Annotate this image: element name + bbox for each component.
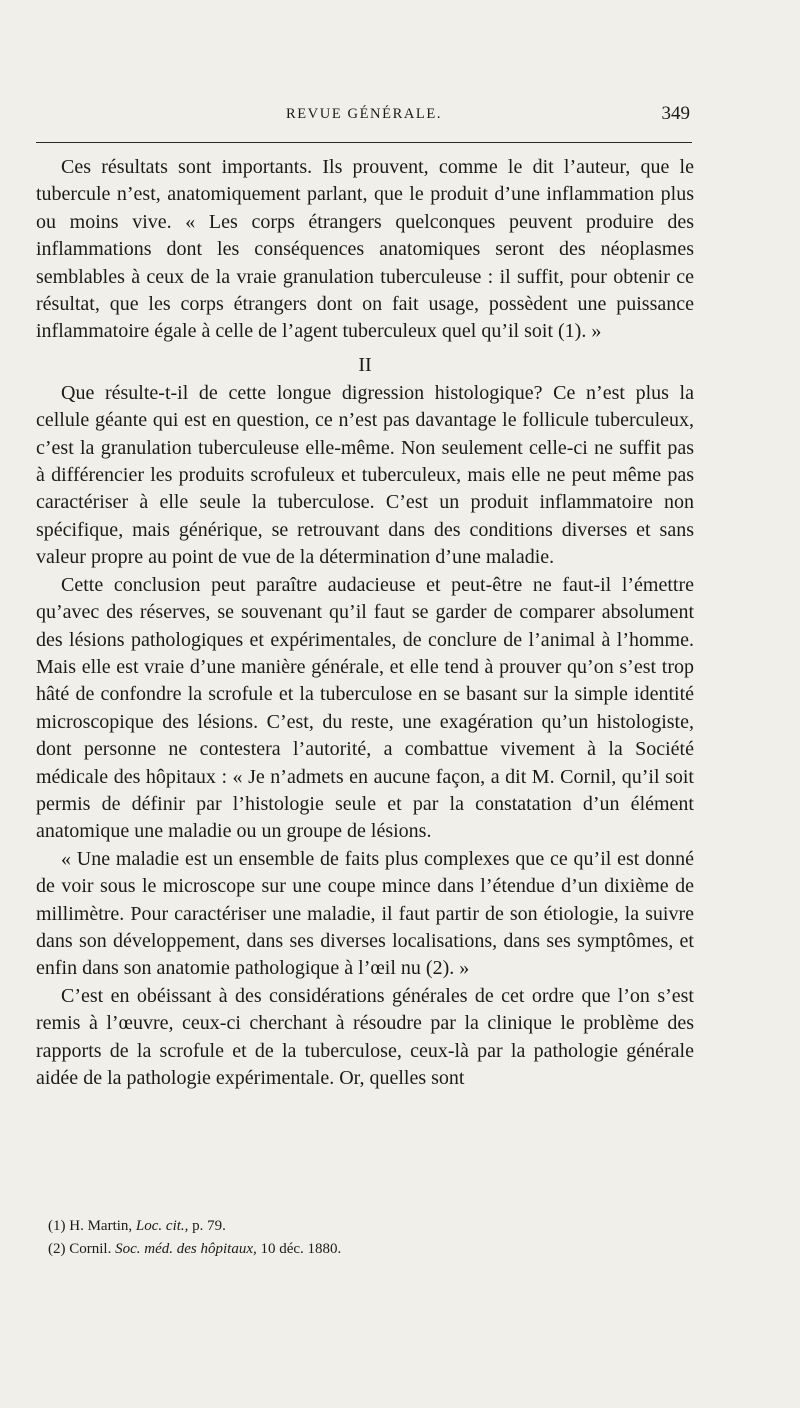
footnote-reference: p. 79. <box>192 1218 226 1234</box>
paragraph-1: Ces résultats sont importants. Ils prouvent, comme le dit l’auteur, que le tubercule n’est, anatomiquement parlant, que le produit d’une inflammation plus ou moins vive. « Les corps étrangers quelconques peuvent produire des inflammations dont les conséquences anatomiques seront des néoplasmes semblables à ceux de la vraie granulation tuberculeuse : il suffit, pour obtenir ce résultat, que les corps étrangers dont on fait usage, possèdent une puissance inflammatoire égale à celle de l’agent tuberculeux quel qu’il soit (1). » <box>36 156 694 343</box>
footnote-text: H. Martin, <box>69 1218 133 1234</box>
running-head <box>36 103 692 130</box>
footnote-marker: (1) <box>48 1218 66 1234</box>
paragraph-5: C’est en obéissant à des considérations générales de cet ordre que l’on s’est remis à l’œuvre, ceux-ci cherchant à résoudre par la clinique le problème des rapports de la scrofule et de la tuberculose, ceux-là par la pathologie générale aidée de la pathologie expérimentale. Or, quelles sont <box>36 984 694 1089</box>
paragraph-4: « Une maladie est un ensemble de faits plus complexes que ce qu’il est donné de voir sous le microscope sur une coupe mince dans l’étendue d’un dixième de millimètre. Pour caractériser une maladie, il faut partir de son étiologie, la suivre dans son développement, dans ses diverses localisations, dans ses symptômes, et enfin dans son anatomie pathologique à l’œil nu (2). » <box>36 847 694 980</box>
footnote-source: Soc. méd. des hôpitaux, <box>115 1241 257 1257</box>
body-text <box>36 154 694 1092</box>
footnote-text: Cornil. <box>69 1241 112 1257</box>
footnote-marker: (2) <box>48 1241 66 1257</box>
paragraph-3: Cette conclusion peut paraître audacieuse et peut-être ne faut-il l’émettre qu’avec des réserves, se souvenant qu’il faut se garder de comparer absolument des lésions pathologiques et expérimentales, de conclure de l’animal à l’homme. Mais elle est vraie d’une manière générale, et elle tend à prouver qu’on s’est trop hâté de confondre la scrofule et la tuberculose en se basant sur la simple identité microscopique des lésions. C’est, du reste, une exagération qu’un histologiste, dont personne ne contestera l’autorité, a combattue vivement à la Société médicale des hôpitaux : « Je n’admets en aucune façon, a dit M. Cornil, qu’il soit permis de définir par l’histologie seule et par la constatation d’un élément anatomique une maladie ou un groupe de lésions. <box>36 573 694 843</box>
page-number: 349 <box>661 103 690 124</box>
footnote-2 <box>48 1238 688 1261</box>
running-title: REVUE GÉNÉRALE. <box>285 106 443 122</box>
header-rule <box>36 142 692 143</box>
footnotes <box>48 1215 688 1261</box>
section-heading: II <box>358 353 372 376</box>
footnote-source: Loc. cit., <box>135 1218 189 1234</box>
paragraph-2: Que résulte-t-il de cette longue digression histologique? Ce n’est plus la cellule géante qui est en question, ce n’est pas davantage le follicule tuberculeux, c’est la granulation tuberculeuse elle-même. Non seulement celle-ci ne suffit pas à différencier les produits scrofuleux et tuberculeux, mais elle ne peut même pas caractériser à elle seule la tuberculose. C’est un produit inflammatoire non spécifique, mais générique, se retrouvant dans des conditions diverses et sans valeur propre au point de vue de la détermination d’une maladie. <box>36 381 694 569</box>
footnote-1 <box>48 1215 688 1238</box>
footnote-reference: 10 déc. 1880. <box>260 1241 342 1257</box>
